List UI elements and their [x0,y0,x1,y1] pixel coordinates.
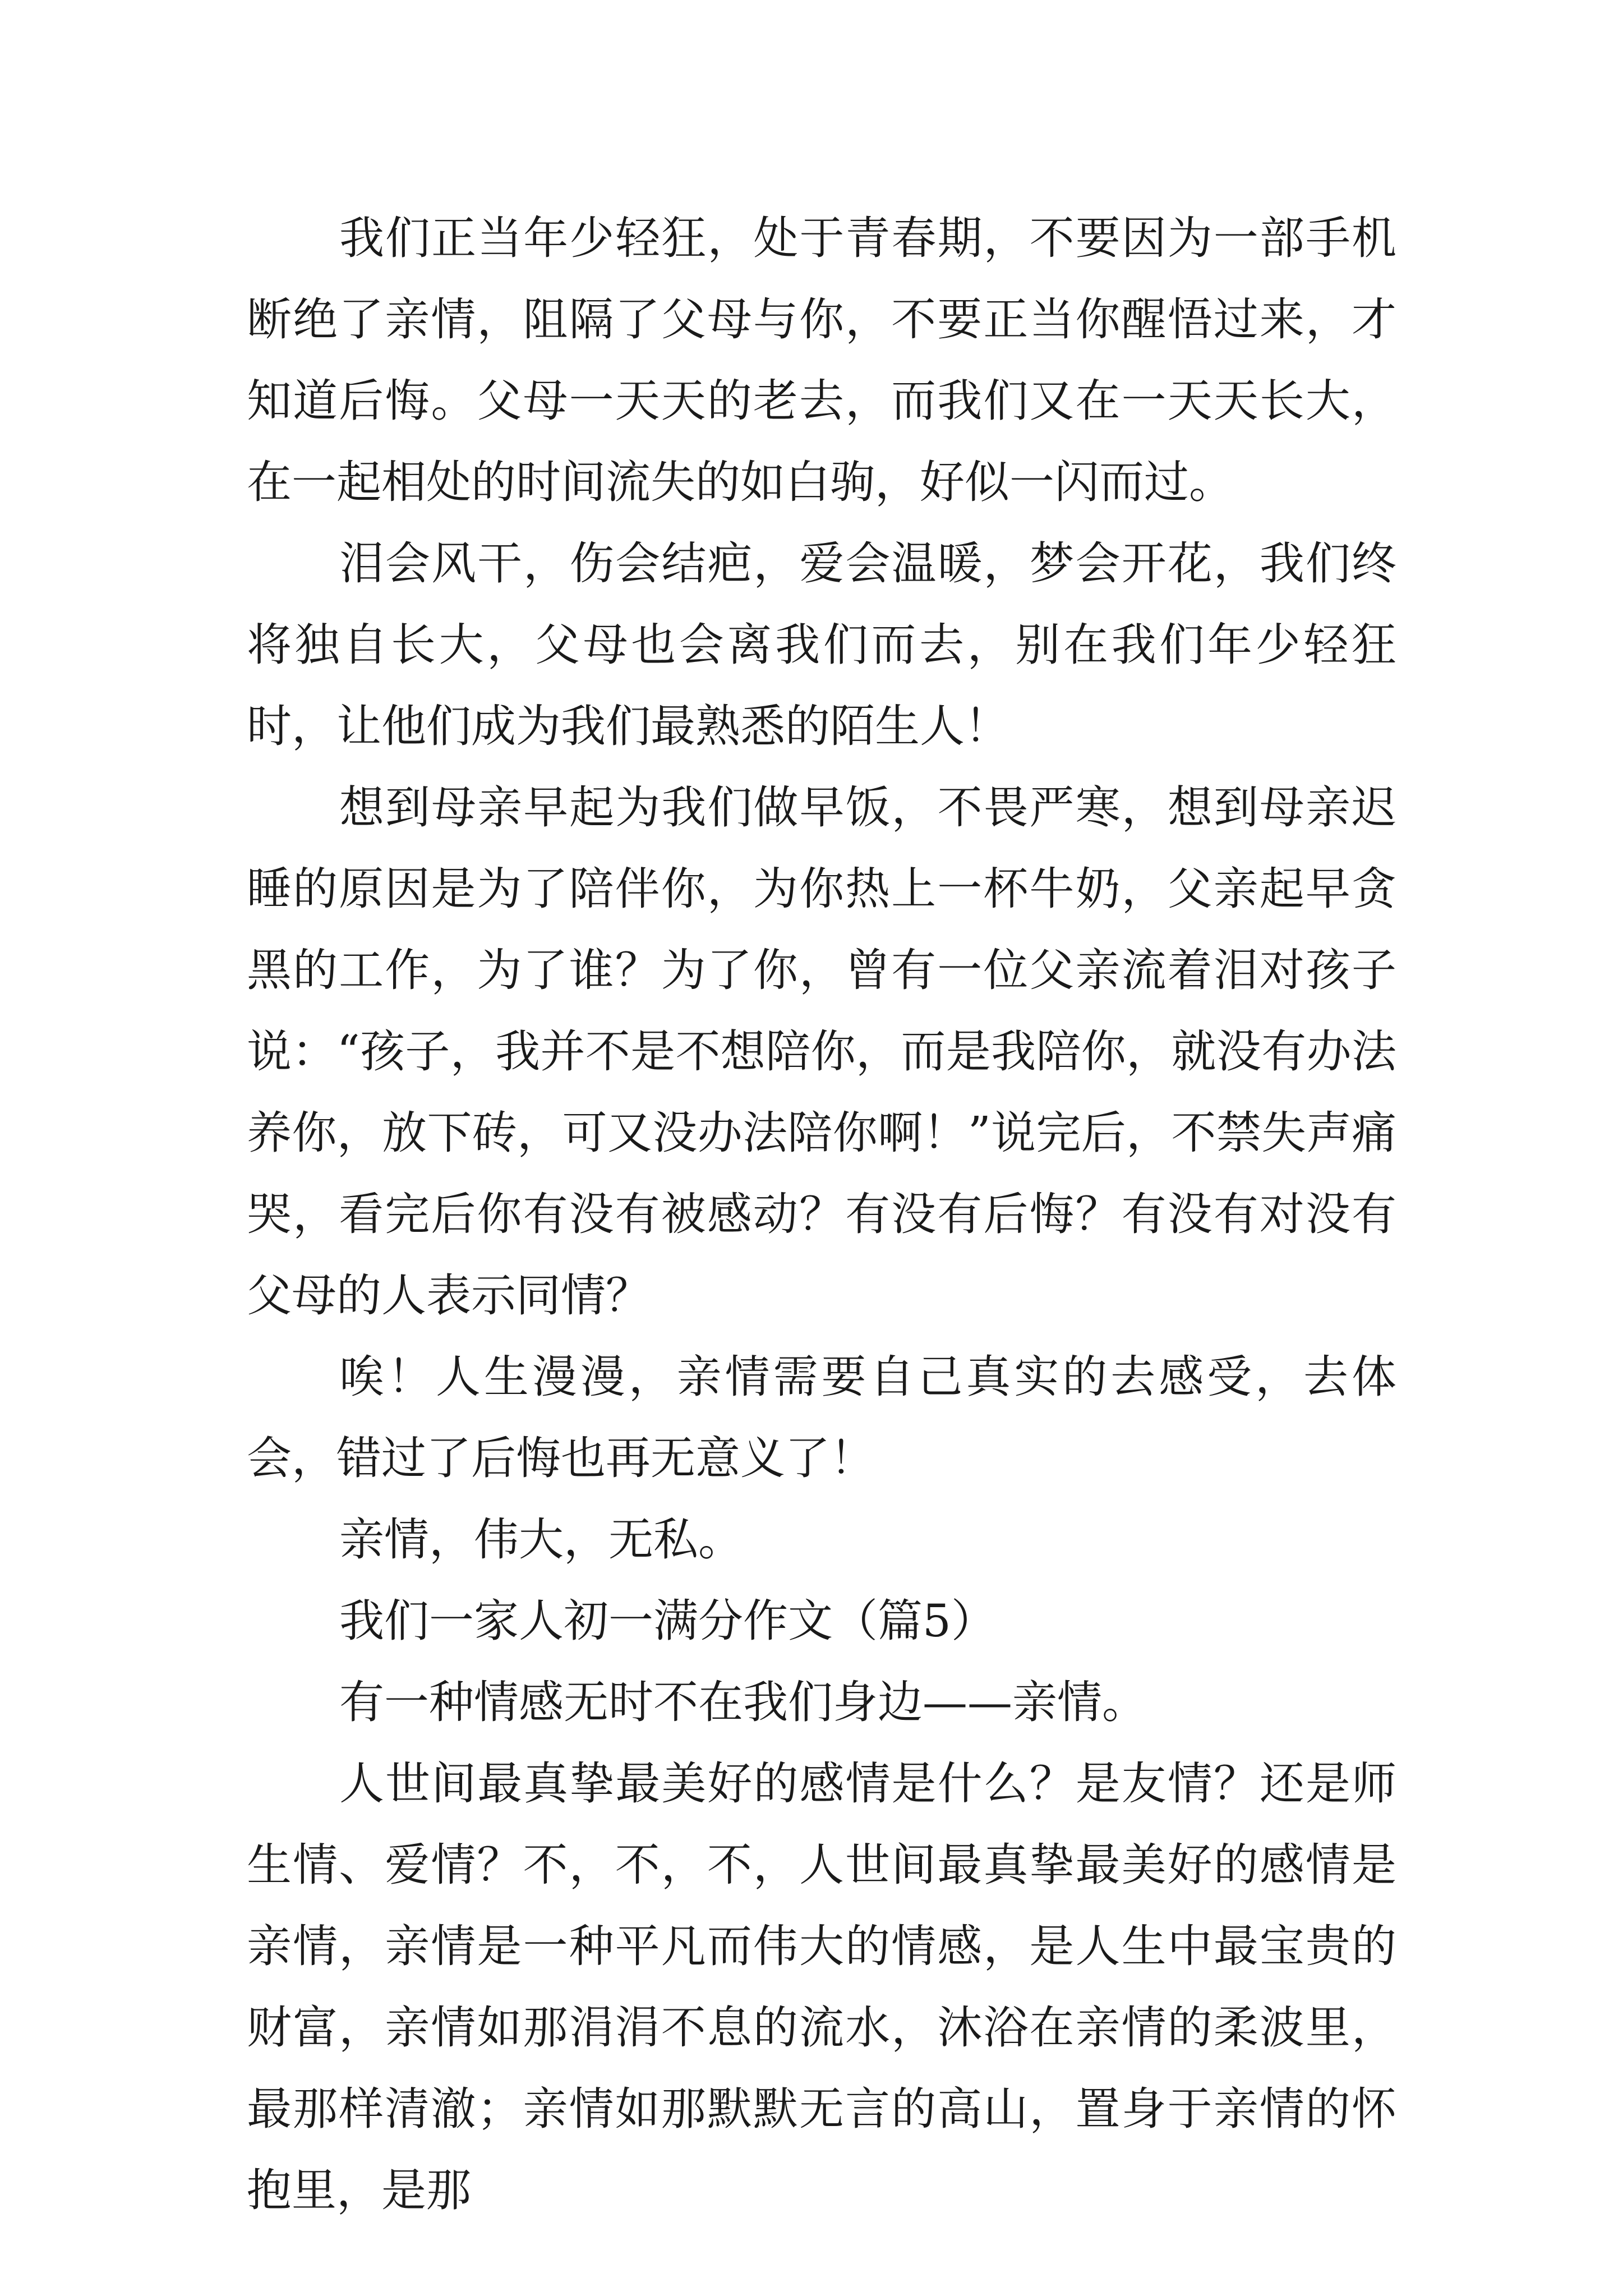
paragraph-5: 亲情，伟大，无私。 [339,1513,743,1566]
paragraph-1: 我们正当年少轻狂，处于青春期，不要因为一部手机断绝了亲情，阻隔了父母与你，不要正当你醒悟过来，才知道后悔。父母一天天的老去，而我们又在一天天长大，在一起相处的时间流失的如白驹，好似一闪而过。 [247,212,1396,508]
essay-heading: 我们一家人初一满分作文（篇5） [339,1595,996,1647]
paragraph-7: 有一种情感无时不在我们身边——亲情。 [339,1676,1147,1728]
paragraph-3: 想到母亲早起为我们做早饭，不畏严寒，想到母亲迟睡的原因是为了陪伴你，为你热上一杯牛奶，父亲起早贪黑的工作，为了谁？为了你，曾有一位父亲流着泪对孩子说：“孩子，我并不是不想陪你，而是我陪你，就没有办法养你，放下砖，可又没办法陪你啊！”说完后，不禁失声痛哭，看完后你有没有被感动？有没有后悔？有没有对没有父母的人表示同情？ [247,781,1396,1322]
paragraph-2: 泪会风干，伤会结疤，爱会温暖，梦会开花，我们终将独自长大，父母也会离我们而去，别在我们年少轻狂时，让他们成为我们最熟悉的陌生人！ [247,537,1396,752]
paragraph-4: 唉！人生漫漫，亲情需要自己真实的去感受，去体会，错过了后悔也再无意义了！ [247,1351,1396,1484]
essay-body [247,197,1396,2231]
paragraph-8: 人世间最真挚最美好的感情是什么？是友情？还是师生情、爱情？不，不，不，人世间最真挚最美好的感情是亲情，亲情是一种平凡而伟大的情感，是人生中最宝贵的财富，亲情如那涓涓不息的流水，沐浴在亲情的柔波里，最那样清澈；亲情如那默默无言的高山，置身于亲情的怀抱里，是那 [247,1757,1396,2216]
